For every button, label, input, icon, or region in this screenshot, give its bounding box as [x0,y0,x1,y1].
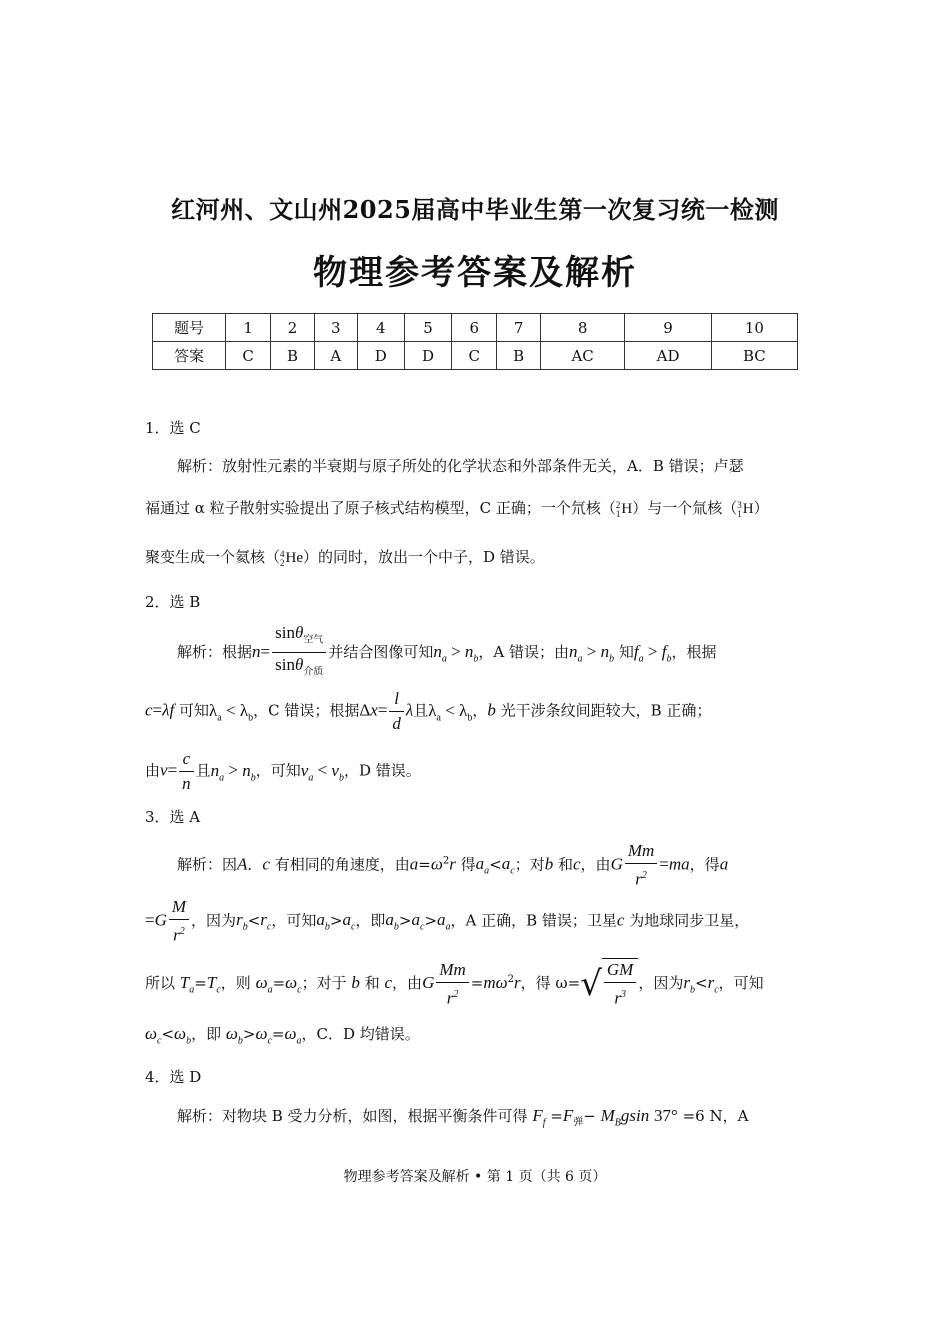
number-cell: 9 [625,314,711,342]
number-cell: 4 [357,314,404,342]
number-cell: 5 [404,314,451,342]
answer-cell: D [357,342,404,370]
square-root-expression: √ $\frac{GM}{r^3}$ [580,958,638,1010]
answer-cell: AD [625,342,711,370]
answer-cell: C [226,342,271,370]
number-cell: 2 [271,314,315,342]
answer-table-answer-row [153,342,798,370]
q4-line-1: 解析：对物块 B 受力分析，如图，根据平衡条件可得 $F_f =F_弹- M_Bgsin$ 37° =6 N，A [177,1106,749,1129]
q1-text: ）的同时，放出一个中子，D 错误。 [303,548,545,566]
answer-cell: BC [711,342,797,370]
acceleration-fraction: $\frac{M}{r^2}$ [169,896,189,947]
number-cell: 10 [711,314,797,342]
deuterium-symbol: 2 1H [615,499,633,519]
document-title: 物理参考答案及解析 [313,253,637,293]
q2-line-3: 由v= $\frac{c}{n}$ 且$n_a > n_b$，可知$v_a < v_b$，D 错误。 [145,749,421,793]
number-cell: 1 [226,314,271,342]
answer-cell: AC [540,342,624,370]
number-cell: 3 [314,314,357,342]
q2-line-1: 解析：根据n= $\frac{\sin\theta_{空气}}{\sin\theta_{介质}}$ 并结合图像可知$n_a > n_b$，A 错误；由$n_a > n_b$ 知$f_a > f_b$，根据 [145,622,842,684]
speed-fraction: $\frac{c}{n}$ [179,748,194,795]
number-cell: 8 [540,314,624,342]
q1-text: 解析：放射性元素的半衰期与原子所处的化学状态和外部条件无关，A．B 错误；卢瑟 [177,457,744,475]
q2-heading: 2．选 B [145,593,201,611]
q3-line-3: 所以 $T_a=T_c$，则 $\omega_a=\omega_c$；对于 b 和 c，由G $\frac{Mm}{r^2}$ $=m\omega^2r$，得 ω=√ $\frac{GM}{r^3}$ ，因为$r_b<r_c$，可知 [145,959,764,1008]
q1-text: ） [753,499,769,517]
answer-header-cell: 答案 [153,342,226,370]
q3-line-4: $\omega_c<\omega_b$，即 $\omega_b>\omega_c=\omega_a$，C．D 均错误。 [145,1024,420,1047]
tritium-symbol: 3 1H [737,499,754,519]
answer-cell: A [314,342,357,370]
q1-text: ）与一个氚核（ [632,499,738,517]
q1-heading: 1．选 C [145,419,201,437]
exam-title: 红河州、文山州2025届高中毕业生第一次复习统一检测 [171,195,779,224]
refraction-fraction: $\frac{\sin\theta_{空气}}{\sin\theta_{介质}}$ [272,622,326,684]
page-footer: 物理参考答案及解析 • 第 1 页（共 6 页） [343,1169,607,1185]
q4-heading: 4．选 D [145,1068,202,1086]
q1-text: 福通过 α 粒子散射实验提出了原子核式结构模型，C 正确；一个氘核（ [145,499,616,517]
answer-cell: C [452,342,497,370]
number-cell: 6 [452,314,497,342]
q1-line-3 [145,546,810,569]
number-header-cell: 题号 [153,314,226,342]
q1-text: 聚变生成一个氦核（ [145,548,281,566]
answer-cell: B [271,342,315,370]
q1-line-2 [145,497,810,520]
q3-line-2: =G $\frac{M}{r^2}$ ，因为$r_b<r_c$，可知$a_b>a_c$，即$a_b>a_c>a_a$，A 正确，B 错误；卫星c 为地球同步卫星， [145,897,750,945]
number-cell: 7 [497,314,541,342]
q2-line-2: c=λf 可知$\lambda_a < \lambda_b$，C 错误；根据Δx= $\frac{l}{d}$ λ且$\lambda_a < \lambda_b$，b 光干涉条纹间距较大，B 正确； [145,689,712,733]
answer-table-number-row [153,314,798,342]
gravity-fraction: $\frac{Mm}{r^2}$ [625,840,657,891]
helium-symbol: 4 2He [280,548,304,568]
gravity-fraction: $\frac{Mm}{r^2}$ [436,959,468,1010]
fringe-fraction: $\frac{l}{d}$ [389,688,404,735]
answer-cell: D [404,342,451,370]
q3-line-1: 解析：因A．c 有相同的角速度，由$a=\omega^2r$ 得$a_a<a_c$；对b 和c，由G $\frac{Mm}{r^2}$ =ma，得a [177,841,729,889]
q1-line-1 [145,455,842,477]
q3-heading: 3．选 A [145,808,201,826]
answer-table [152,313,798,370]
answer-cell: B [497,342,541,370]
